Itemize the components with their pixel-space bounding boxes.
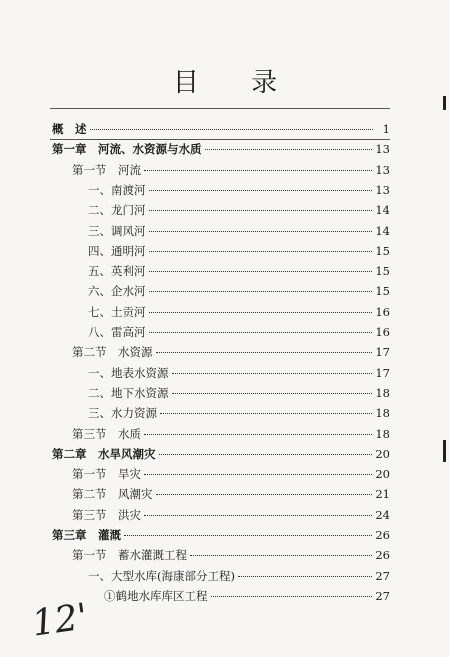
toc-entry-label: 二、龙门河 — [88, 203, 146, 218]
dot-leader — [144, 425, 372, 435]
toc-entry — [72, 425, 390, 443]
toc-entry-page: 26 — [375, 528, 390, 542]
toc-entry-page: 13 — [375, 182, 390, 197]
dot-leader — [144, 465, 372, 475]
scan-edge-mark — [443, 440, 446, 462]
toc-entry — [72, 465, 390, 483]
page-title: 目 录 — [172, 68, 300, 98]
dot-leader — [124, 526, 372, 536]
toc-entry-page: 13 — [375, 142, 390, 157]
toc-entry-page: 15 — [375, 243, 390, 258]
toc-entry — [88, 404, 390, 422]
dot-leader — [149, 242, 373, 252]
dot-leader — [149, 181, 373, 191]
toc-entry — [72, 343, 390, 361]
toc-entry-label: 三、水力资源 — [88, 406, 157, 421]
dot-leader — [205, 140, 373, 150]
toc-entry — [88, 242, 390, 260]
dot-leader — [190, 546, 372, 556]
toc-entry-page: 16 — [375, 325, 390, 339]
toc-entry-page: 1 — [382, 122, 390, 136]
toc-entry-page: 20 — [375, 467, 390, 482]
toc-entry — [104, 587, 390, 605]
toc-entry-label: 四、通明河 — [88, 243, 146, 258]
toc-entry-label: 第二章 水旱风潮灾 — [52, 446, 156, 461]
toc-entry-label: 第一节 蓄水灌溉工程 — [72, 548, 187, 563]
toc-entry-page: 13 — [375, 162, 390, 177]
top-rule — [50, 108, 390, 109]
toc-entry — [88, 323, 390, 341]
toc-entry-label: 七、土贡河 — [88, 304, 146, 319]
dot-leader — [172, 384, 373, 394]
dot-leader — [149, 303, 373, 313]
toc-entry-page: 18 — [375, 406, 390, 421]
toc-entry-label: 八、雷高河 — [88, 325, 146, 339]
toc-entry-label: 三、调风河 — [88, 223, 146, 238]
toc-entry-label: ①鹤地水库库区工程 — [104, 588, 208, 603]
toc-entry-label: 第一章 河流、水资源与水质 — [52, 142, 202, 157]
dot-leader — [144, 161, 372, 171]
toc-entry-label: 六、企水河 — [88, 284, 146, 299]
toc-entry-page: 14 — [375, 203, 390, 218]
toc-entry-page: 27 — [375, 588, 390, 603]
toc-entry — [88, 222, 390, 240]
toc-entry-label: 第二节 风潮灾 — [72, 487, 153, 502]
toc-entry-label: 第一节 旱灾 — [72, 467, 141, 482]
toc-entry — [88, 364, 390, 382]
toc-entry-label: 五、英利河 — [88, 264, 146, 279]
dot-leader — [149, 201, 373, 211]
dot-leader — [160, 404, 372, 414]
toc-entry-page: 18 — [375, 426, 390, 441]
toc-entry-label: 二、地下水资源 — [88, 385, 169, 400]
toc-entry — [52, 120, 390, 138]
dot-leader — [149, 323, 373, 333]
toc-entry-page: 17 — [375, 345, 390, 360]
toc-entry-page: 27 — [375, 568, 390, 583]
toc-entry-page: 16 — [375, 304, 390, 319]
toc-entry-label: 概 述 — [52, 122, 87, 136]
toc-entry-label: 第三节 水质 — [72, 426, 141, 441]
dot-leader — [159, 445, 373, 455]
toc-entry-label: 一、大型水库(海康部分工程) — [88, 568, 235, 583]
toc-entry — [88, 282, 390, 300]
toc-entry — [88, 262, 390, 280]
toc-entry-page: 20 — [375, 446, 390, 461]
handwritten-page-mark: 12' — [29, 596, 91, 645]
scan-edge-mark — [443, 96, 446, 110]
dot-leader — [238, 567, 372, 577]
toc-entry-page: 15 — [375, 264, 390, 279]
dot-leader — [144, 506, 372, 516]
dot-leader — [149, 282, 373, 292]
dot-leader — [211, 587, 373, 597]
toc-entry — [88, 384, 390, 402]
toc-entry — [52, 526, 390, 544]
toc-entry-label: 一、南渡河 — [88, 182, 146, 197]
toc-entry-page: 21 — [375, 487, 390, 502]
toc-entry — [88, 201, 390, 219]
toc-entry — [88, 181, 390, 199]
toc-entry-label: 第三章 灌溉 — [52, 528, 121, 542]
toc-entry — [52, 140, 390, 158]
toc-entry-label: 第三节 洪灾 — [72, 507, 141, 522]
toc-entry-page: 15 — [375, 284, 390, 299]
toc-entry-page: 18 — [375, 385, 390, 400]
toc-entry — [72, 161, 390, 179]
dot-leader — [149, 262, 373, 272]
toc-entry-page: 24 — [375, 507, 390, 522]
toc-entry — [72, 485, 390, 503]
toc-entry-label: 一、地表水资源 — [88, 365, 169, 380]
toc-entry — [52, 445, 390, 463]
dot-leader — [90, 120, 374, 130]
toc-entry-label: 第一节 河流 — [72, 162, 141, 177]
toc-entry — [72, 546, 390, 564]
toc-entry-label: 第二节 水资源 — [72, 345, 153, 360]
toc-entry-page: 26 — [375, 548, 390, 563]
toc-entry-page: 17 — [375, 365, 390, 380]
dot-leader — [156, 343, 373, 353]
dot-leader — [172, 364, 373, 374]
toc-entry — [72, 506, 390, 524]
dot-leader — [149, 222, 373, 232]
toc-entry-page: 14 — [375, 223, 390, 238]
toc-entry — [88, 303, 390, 321]
dot-leader — [156, 485, 373, 495]
toc-entry — [88, 567, 390, 585]
